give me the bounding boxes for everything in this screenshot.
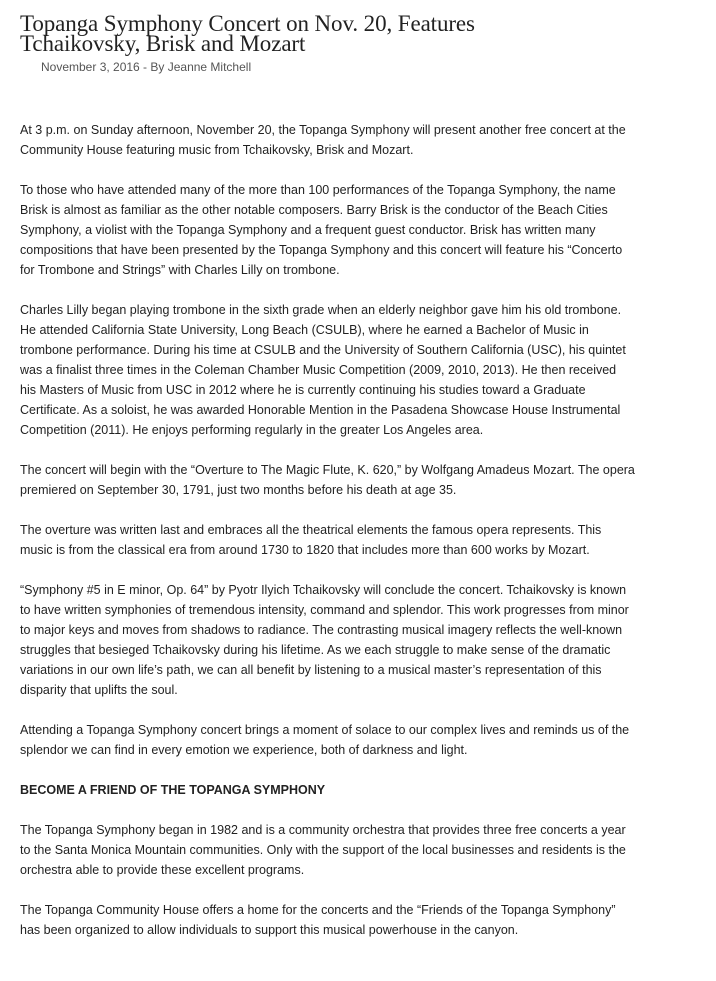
article-meta: November 3, 2016 - By Jeanne Mitchell (41, 60, 252, 74)
paragraph: “Symphony #5 in E minor, Op. 64” by Pyotr Ilyich Tchaikovsky will conclude the concert. Tchaikovsky is known to have written symphonies of tremendous intensity, command and splendor. This work progresses from minor to major keys and moves from shadows to radiance. The contrasting musical imagery reflects the well-known struggles that besieged Tchaikovsky during his lifetime. As we each struggle to make sense of the dramatic variations in our own life’s path, we can all benefit by listening to a musical master’s representation of this disparity that uplifts the soul. (20, 583, 629, 697)
paragraph: At 3 p.m. on Sunday afternoon, November 20, the Topanga Symphony will present another free concert at the Community House featuring music from Tchaikovsky, Brisk and Mozart. (20, 123, 626, 157)
paragraph: The concert will begin with the “Overture to The Magic Flute, K. 620,” by Wolfgang Amadeus Mozart. The opera premiered on September 30, 1791, just two months before his death at age 35. (20, 463, 635, 497)
paragraph: Charles Lilly began playing trombone in the sixth grade when an elderly neighbor gave him his old trombone. He attended California State University, Long Beach (CSULB), where he earned a Bachelor of Music in trombone performance. During his time at CSULB and the University of Southern California (USC), his quintet was a finalist three times in the Coleman Chamber Music Competition (2009, 2010, 2013). He then received his Masters of Music from USC in 2012 where he is currently continuing his studies toward a Graduate Certificate. As a soloist, he was awarded Honorable Mention in the Pasadena Showcase House Instrumental Competition (2011). He enjoys performing regularly in the greater Los Angeles area. (20, 303, 626, 437)
article-title-line-1: Topanga Symphony Concert on Nov. 20, Features (20, 11, 475, 36)
paragraph: The Topanga Symphony began in 1982 and is a community orchestra that provides three free concerts a year to the Santa Monica Mountain communities. Only with the support of the local businesses and residents is the orchestra able to provide these excellent programs. (20, 823, 626, 877)
paragraph: The Topanga Community House offers a home for the concerts and the “Friends of the Topanga Symphony” has been organized to allow individuals to support this musical powerhouse in the canyon. (20, 903, 616, 937)
article-body (20, 120, 635, 940)
article-title (20, 11, 635, 56)
article-title-line-2: Tchaikovsky, Brisk and Mozart (20, 31, 306, 56)
paragraph: To those who have attended many of the more than 100 performances of the Topanga Symphony, the name Brisk is almost as familiar as the other notable composers. Barry Brisk is the conductor of the Beach Cities Symphony, a violist with the Topanga Symphony and a frequent guest conductor. Brisk has written many compositions that have been presented by the Topanga Symphony and this concert will feature his “Concerto for Trombone and Strings” with Charles Lilly on trombone. (20, 183, 623, 277)
paragraph: Attending a Topanga Symphony concert brings a moment of solace to our complex lives and reminds us of the splendor we can find in every emotion we experience, both of darkness and light. (20, 723, 630, 757)
paragraph: The overture was written last and embraces all the theatrical elements the famous opera represents. This music is from the classical era from around 1730 to 1820 that includes more than 600 works by Mozart. (20, 523, 602, 557)
section-heading: BECOME A FRIEND OF THE TOPANGA SYMPHONY (20, 783, 326, 797)
article (20, 11, 635, 960)
